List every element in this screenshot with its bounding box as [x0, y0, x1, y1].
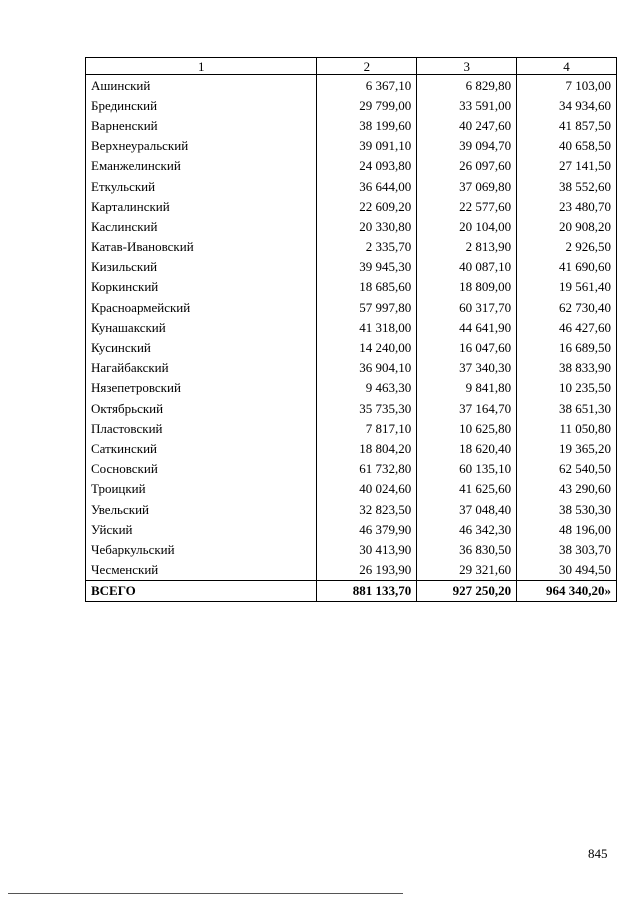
- value-cell: 16 689,50: [517, 337, 617, 357]
- value-cell: 26 097,60: [417, 156, 517, 176]
- value-cell: 43 290,60: [517, 479, 617, 499]
- district-name-cell: Чебаркульский: [86, 539, 317, 559]
- district-name-cell: Варненский: [86, 115, 317, 135]
- table-row: [86, 337, 617, 357]
- value-cell: 10 625,80: [417, 418, 517, 438]
- value-cell: 40 247,60: [417, 115, 517, 135]
- table-row: [86, 519, 617, 539]
- district-name-cell: Кизильский: [86, 257, 317, 277]
- total-label: ВСЕГО: [86, 580, 317, 601]
- table-row: [86, 75, 617, 96]
- table-row: [86, 398, 617, 418]
- district-name-cell: Чесменский: [86, 560, 317, 581]
- column-header-1: 1: [86, 58, 317, 75]
- district-name-cell: Пластовский: [86, 418, 317, 438]
- column-header-2: 2: [317, 58, 417, 75]
- district-name-cell: Кунашакский: [86, 317, 317, 337]
- table-row: [86, 560, 617, 581]
- value-cell: 33 591,00: [417, 95, 517, 115]
- table-row: [86, 95, 617, 115]
- table-row: [86, 317, 617, 337]
- total-value-2: 881 133,70: [317, 580, 417, 601]
- value-cell: 20 104,00: [417, 216, 517, 236]
- value-cell: 62 540,50: [517, 459, 617, 479]
- table-row: [86, 257, 617, 277]
- district-name-cell: Уйский: [86, 519, 317, 539]
- value-cell: 61 732,80: [317, 459, 417, 479]
- value-cell: 18 809,00: [417, 277, 517, 297]
- value-cell: 39 091,10: [317, 136, 417, 156]
- table-row: [86, 176, 617, 196]
- value-cell: 38 199,60: [317, 115, 417, 135]
- value-cell: 46 379,90: [317, 519, 417, 539]
- district-name-cell: Увельский: [86, 499, 317, 519]
- value-cell: 2 813,90: [417, 237, 517, 257]
- district-name-cell: Карталинский: [86, 196, 317, 216]
- value-cell: 48 196,00: [517, 519, 617, 539]
- table-body: [86, 75, 617, 581]
- value-cell: 22 577,60: [417, 196, 517, 216]
- table-row: [86, 115, 617, 135]
- value-cell: 37 164,70: [417, 398, 517, 418]
- value-cell: 36 644,00: [317, 176, 417, 196]
- value-cell: 41 318,00: [317, 317, 417, 337]
- district-name-cell: Троицкий: [86, 479, 317, 499]
- district-name-cell: Сосновский: [86, 459, 317, 479]
- district-name-cell: Еманжелинский: [86, 156, 317, 176]
- value-cell: 18 804,20: [317, 438, 417, 458]
- value-cell: 46 342,30: [417, 519, 517, 539]
- value-cell: 36 830,50: [417, 539, 517, 559]
- value-cell: 36 904,10: [317, 358, 417, 378]
- table-row: [86, 196, 617, 216]
- value-cell: 2 926,50: [517, 237, 617, 257]
- value-cell: 30 494,50: [517, 560, 617, 581]
- value-cell: 14 240,00: [317, 337, 417, 357]
- table-row: [86, 358, 617, 378]
- table-row: [86, 216, 617, 236]
- value-cell: 6 829,80: [417, 75, 517, 96]
- district-name-cell: Нязепетровский: [86, 378, 317, 398]
- value-cell: 38 552,60: [517, 176, 617, 196]
- district-name-cell: Саткинский: [86, 438, 317, 458]
- table-row: [86, 378, 617, 398]
- value-cell: 19 365,20: [517, 438, 617, 458]
- value-cell: 41 690,60: [517, 257, 617, 277]
- table-row: [86, 459, 617, 479]
- value-cell: 60 135,10: [417, 459, 517, 479]
- value-cell: 38 530,30: [517, 499, 617, 519]
- district-name-cell: Коркинский: [86, 277, 317, 297]
- value-cell: 46 427,60: [517, 317, 617, 337]
- value-cell: 34 934,60: [517, 95, 617, 115]
- value-cell: 44 641,90: [417, 317, 517, 337]
- value-cell: 37 340,30: [417, 358, 517, 378]
- value-cell: 35 735,30: [317, 398, 417, 418]
- total-row: [86, 580, 617, 601]
- value-cell: 32 823,50: [317, 499, 417, 519]
- table-row: [86, 156, 617, 176]
- district-name-cell: Кусинский: [86, 337, 317, 357]
- value-cell: 20 330,80: [317, 216, 417, 236]
- value-cell: 30 413,90: [317, 539, 417, 559]
- column-header-4: 4: [517, 58, 617, 75]
- value-cell: 19 561,40: [517, 277, 617, 297]
- column-header-3: 3: [417, 58, 517, 75]
- value-cell: 29 321,60: [417, 560, 517, 581]
- value-cell: 40 087,10: [417, 257, 517, 277]
- value-cell: 20 908,20: [517, 216, 617, 236]
- value-cell: 37 069,80: [417, 176, 517, 196]
- value-cell: 9 841,80: [417, 378, 517, 398]
- value-cell: 11 050,80: [517, 418, 617, 438]
- value-cell: 23 480,70: [517, 196, 617, 216]
- district-name-cell: Верхнеуральский: [86, 136, 317, 156]
- table-row: [86, 499, 617, 519]
- table-row: [86, 539, 617, 559]
- district-name-cell: Еткульский: [86, 176, 317, 196]
- value-cell: 39 945,30: [317, 257, 417, 277]
- district-name-cell: Брединский: [86, 95, 317, 115]
- district-name-cell: Красноармейский: [86, 297, 317, 317]
- value-cell: 18 620,40: [417, 438, 517, 458]
- total-value-4: 964 340,20»: [517, 580, 617, 601]
- value-cell: 41 857,50: [517, 115, 617, 135]
- budget-table: [85, 57, 617, 602]
- value-cell: 10 235,50: [517, 378, 617, 398]
- value-cell: 26 193,90: [317, 560, 417, 581]
- table-header-row: [86, 58, 617, 75]
- value-cell: 37 048,40: [417, 499, 517, 519]
- value-cell: 38 651,30: [517, 398, 617, 418]
- value-cell: 9 463,30: [317, 378, 417, 398]
- table-row: [86, 418, 617, 438]
- district-name-cell: Ашинский: [86, 75, 317, 96]
- value-cell: 60 317,70: [417, 297, 517, 317]
- value-cell: 40 024,60: [317, 479, 417, 499]
- value-cell: 27 141,50: [517, 156, 617, 176]
- value-cell: 6 367,10: [317, 75, 417, 96]
- table-row: [86, 277, 617, 297]
- district-name-cell: Октябрьский: [86, 398, 317, 418]
- table-row: [86, 237, 617, 257]
- value-cell: 38 833,90: [517, 358, 617, 378]
- table-row: [86, 136, 617, 156]
- table-row: [86, 438, 617, 458]
- table-row: [86, 297, 617, 317]
- value-cell: 39 094,70: [417, 136, 517, 156]
- value-cell: 57 997,80: [317, 297, 417, 317]
- value-cell: 24 093,80: [317, 156, 417, 176]
- table-row: [86, 479, 617, 499]
- value-cell: 22 609,20: [317, 196, 417, 216]
- value-cell: 18 685,60: [317, 277, 417, 297]
- value-cell: 62 730,40: [517, 297, 617, 317]
- total-value-3: 927 250,20: [417, 580, 517, 601]
- district-name-cell: Катав-Ивановский: [86, 237, 317, 257]
- value-cell: 29 799,00: [317, 95, 417, 115]
- value-cell: 38 303,70: [517, 539, 617, 559]
- value-cell: 41 625,60: [417, 479, 517, 499]
- district-name-cell: Каслинский: [86, 216, 317, 236]
- value-cell: 7 817,10: [317, 418, 417, 438]
- district-name-cell: Нагайбакский: [86, 358, 317, 378]
- value-cell: 7 103,00: [517, 75, 617, 96]
- value-cell: 16 047,60: [417, 337, 517, 357]
- value-cell: 2 335,70: [317, 237, 417, 257]
- page-number: 845: [588, 846, 608, 861]
- value-cell: 40 658,50: [517, 136, 617, 156]
- footer-rule: [8, 893, 403, 894]
